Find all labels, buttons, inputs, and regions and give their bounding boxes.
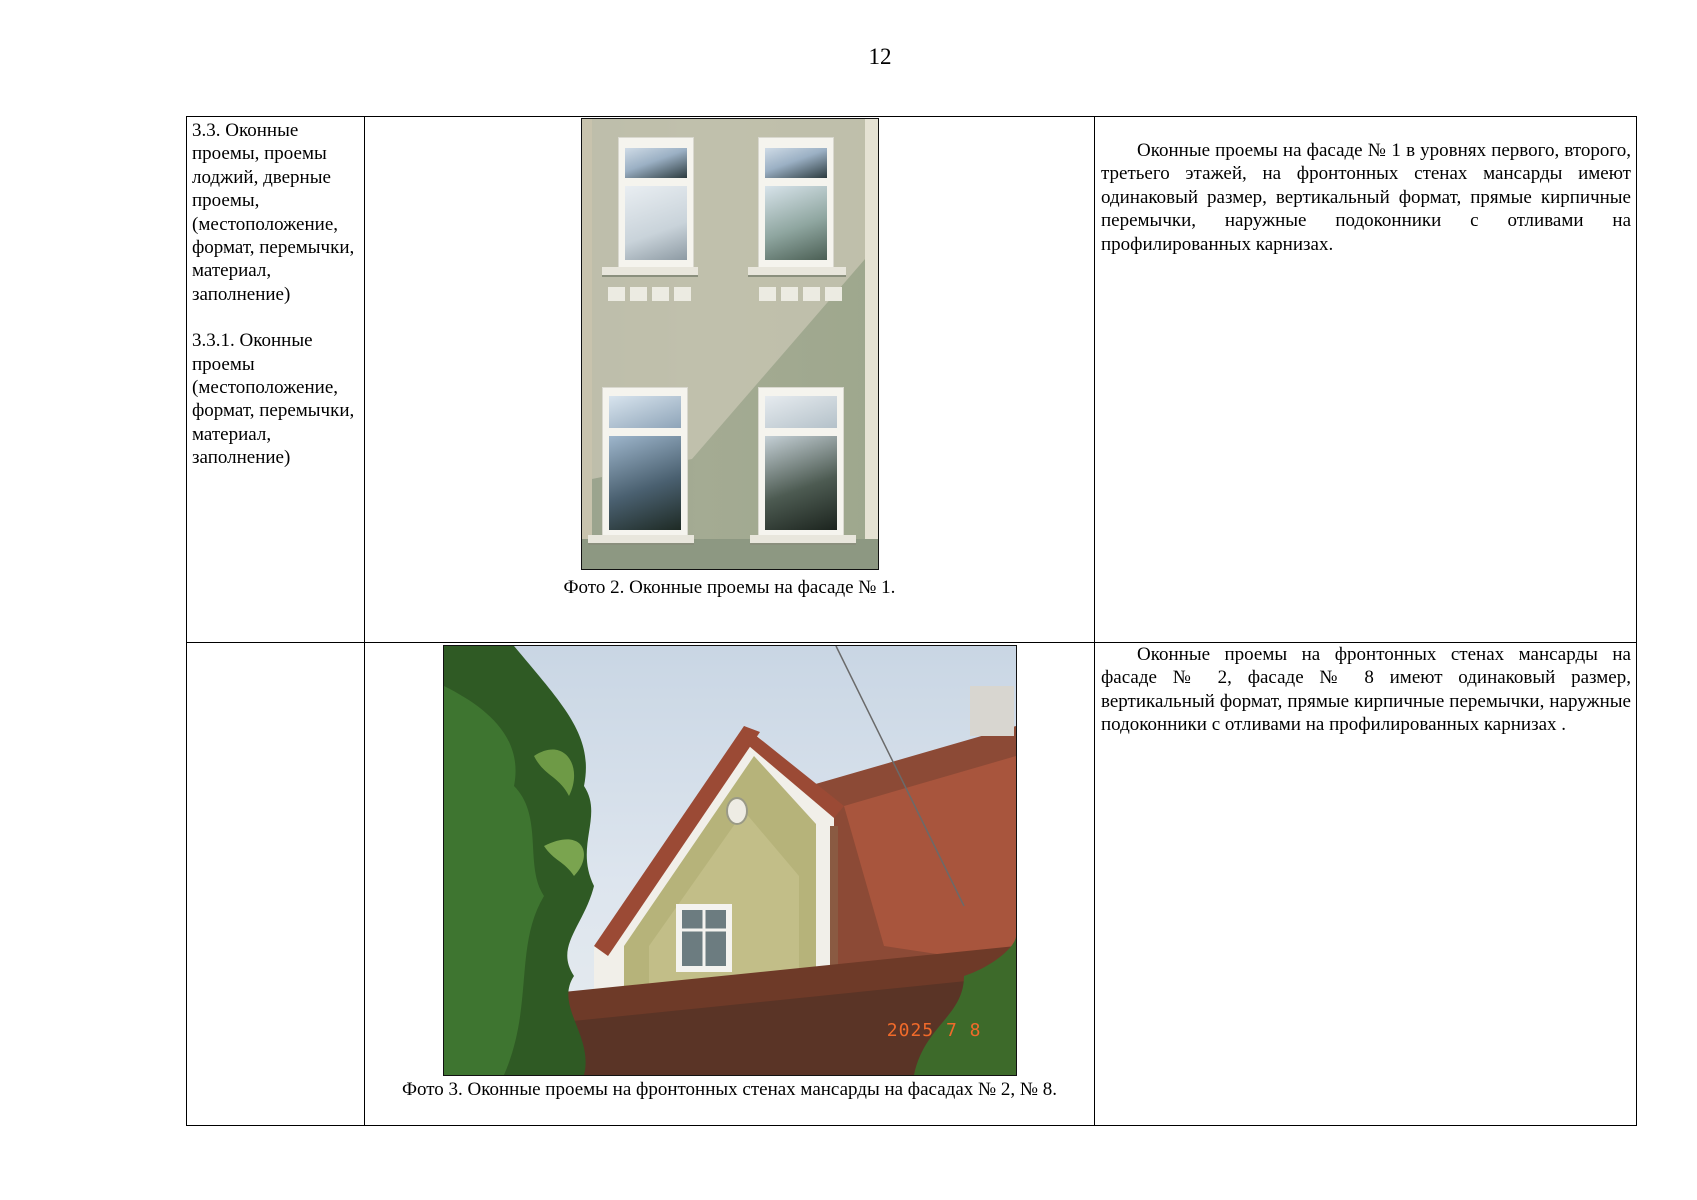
section-label-3-3-1: 3.3.1. Оконные проемы (местоположение, формат, перемычки, материал, заполнение) [192, 330, 355, 469]
window-icon [758, 387, 844, 537]
description-cell [1095, 643, 1637, 1126]
window-sill [750, 535, 856, 545]
window-sill [588, 535, 694, 545]
table-row [187, 117, 1637, 643]
description-text: Оконные проемы на фронтонных стенах мансарды на фасаде № 2, фасаде № 8 имеют одинаковый размер, вертикальный формат, прямые кирпичные перемычки, наружные подоконники с отливами на профилированных карнизах . [1101, 644, 1631, 736]
window-sill [602, 267, 698, 277]
facade-photo [581, 118, 879, 570]
window-icon [602, 387, 688, 537]
window-icon [758, 137, 834, 269]
photo-cell [365, 643, 1095, 1126]
photo-caption: Фото 3. Оконные проемы на фронтонных стенах мансарды на фасадах № 2, № 8. [401, 1079, 1058, 1100]
photo-caption: Фото 2. Оконные проемы на фасаде № 1. [563, 577, 896, 598]
window-icon [618, 137, 694, 269]
window-sill [748, 267, 846, 277]
section-label-cell [187, 117, 365, 643]
date-stamp: 2025 7 8 [886, 1020, 982, 1041]
section-label-3-3: 3.3. Оконные проемы, проемы лоджий, дверные проемы, (местоположение, формат, перемычки, материал, заполнение) [192, 120, 355, 305]
section-label-cell [187, 643, 365, 1126]
description-table [186, 116, 1637, 1126]
gable-illustration [444, 646, 1016, 1075]
gable-photo [443, 645, 1017, 1076]
photo-cell [365, 117, 1095, 643]
description-text: Оконные проемы на фасаде № 1 в уровнях первого, второго, третьего этажей, на фронтонных стенах мансарды имеют одинаковый размер, вертикальный формат, прямые кирпичные перемычки, наружные подоконники с отливами на профилированных карнизах. [1101, 140, 1631, 255]
table-row [187, 643, 1637, 1126]
description-cell [1095, 117, 1637, 643]
page-number: 12 [868, 44, 892, 69]
